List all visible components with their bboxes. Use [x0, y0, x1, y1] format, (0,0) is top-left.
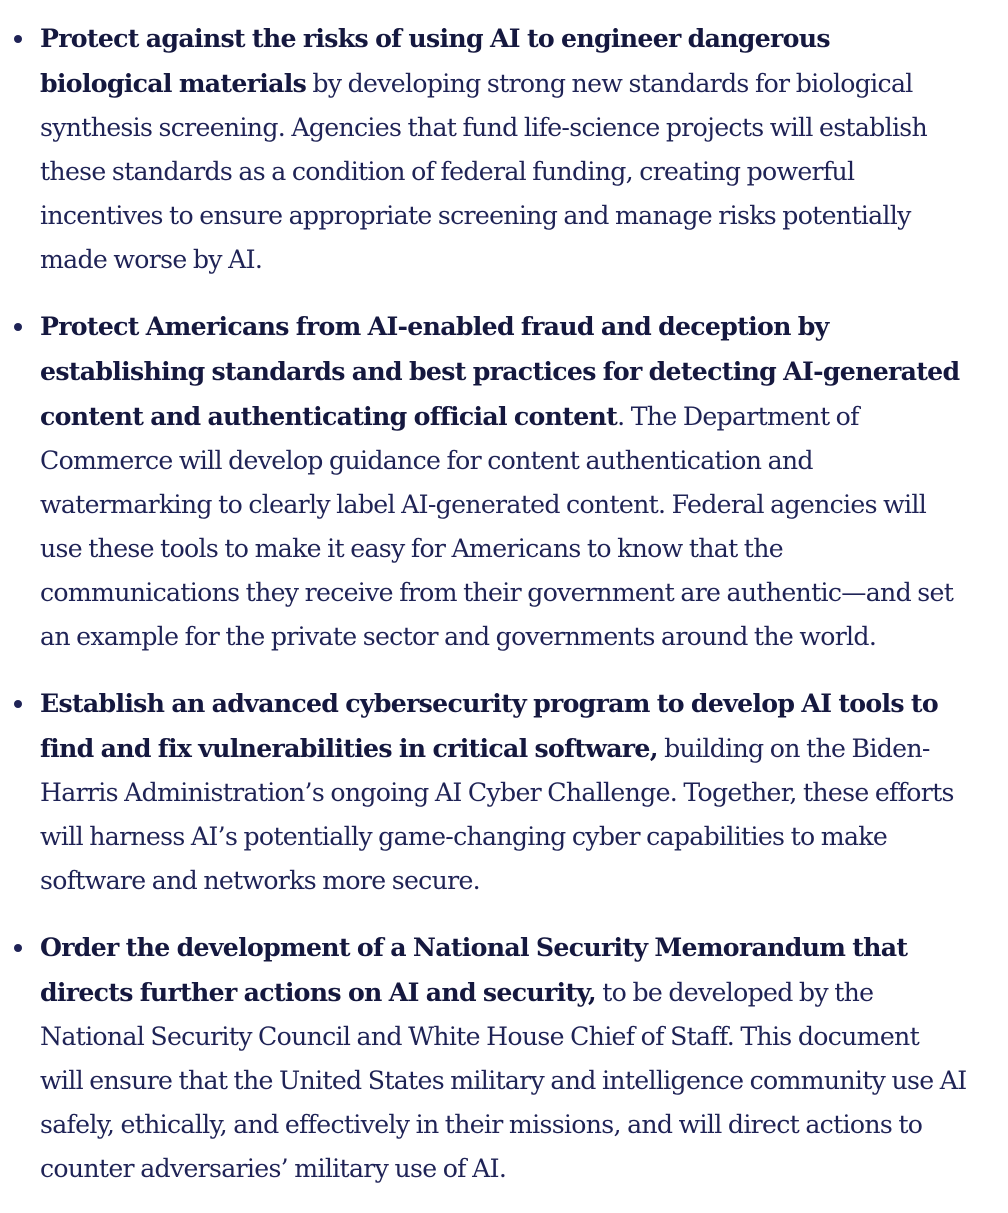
bullet-icon	[14, 323, 22, 331]
list-item-biological	[0, 16, 1008, 282]
document-body	[0, 16, 1008, 1213]
item-bold-lead: Establish an advanced cybersecurity program to develop AI tools to find and fix vulnerabilities in critical software,	[40, 688, 938, 763]
item-body-text: building on the Biden-Harris Administration’s ongoing AI Cyber Challenge. Together, these efforts will harness AI’s potentially game-changing cyber capabilities to make software and networks more secure.	[40, 734, 954, 895]
list-item-fraud	[0, 304, 1008, 659]
bullet-icon	[14, 700, 22, 708]
bullet-list	[0, 16, 1008, 1191]
bullet-icon	[14, 944, 22, 952]
item-bold-lead: Order the development of a National Security Memorandum that directs further actions on AI and security,	[40, 932, 908, 1007]
list-item-memorandum	[0, 925, 1008, 1191]
item-body-text: . The Department of Commerce will develop guidance for content authentication and watermarking to clearly label AI-generated content. Federal agencies will use these tools to make it easy for Americans to know that the communications they receive from their government are authentic—and set an example for the private sector and governments around the world.	[40, 402, 954, 651]
bullet-icon	[14, 35, 22, 43]
item-bold-lead: Protect Americans from AI-enabled fraud and deception by establishing standards and best practices for detecting AI-generated content and authenticating official content	[40, 311, 960, 431]
list-item-cybersecurity	[0, 681, 1008, 903]
item-body-text: by developing strong new standards for biological synthesis screening. Agencies that fund life-science projects will establish these standards as a condition of federal funding, creating powerful incentives to ensure appropriate screening and manage risks potentially made worse by AI.	[40, 69, 928, 274]
item-bold-lead: Protect against the risks of using AI to engineer dangerous biological materials	[40, 23, 830, 98]
item-body-text: to be developed by the National Security Council and White House Chief of Staff. This document will ensure that the United States military and intelligence community use AI safely, ethically, and effectively in their missions, and will direct actions to counter adversaries’ military use of AI.	[40, 978, 967, 1183]
